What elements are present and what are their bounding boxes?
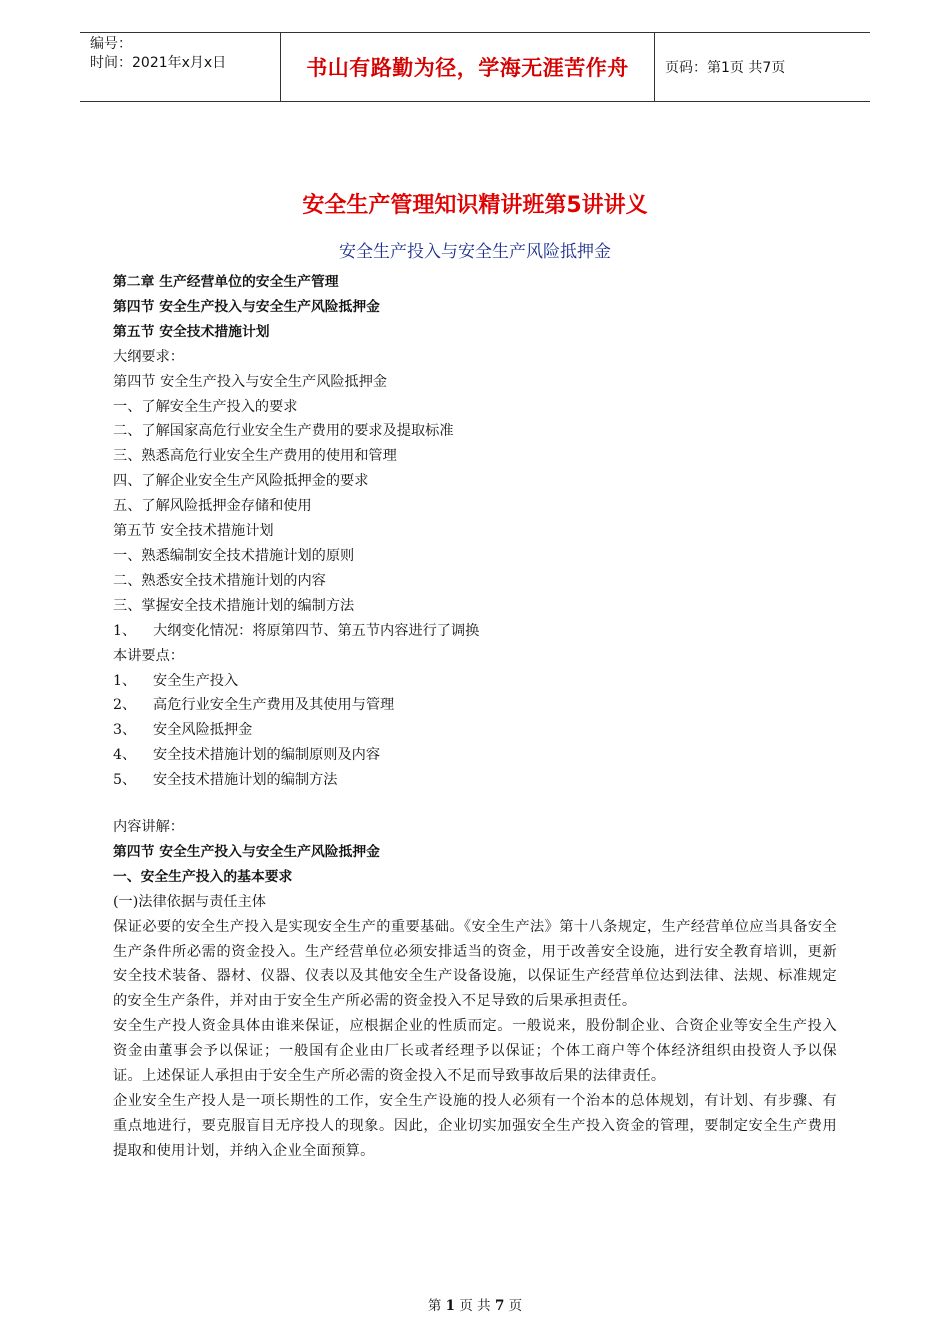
footer-total-pages: 7 xyxy=(494,1298,505,1314)
lecture-sub-subheading: (一)法律依据与责任主体 xyxy=(113,893,266,910)
document-subtitle: 安全生产投入与安全生产风险抵押金 xyxy=(339,242,611,262)
outline-item: 四、了解企业安全生产风险抵押金的要求 xyxy=(113,473,369,490)
list-text: 安全生产投入 xyxy=(153,672,239,689)
footer-page-number: 1 xyxy=(445,1298,456,1314)
list-number: 5、 xyxy=(113,772,137,789)
list-number: 1、 xyxy=(113,672,137,689)
list-number: 3、 xyxy=(113,722,137,739)
header-motto: 书山有路勤为径，学海无涯苦作舟 xyxy=(281,33,655,101)
list-number: 4、 xyxy=(113,747,137,764)
outline-item: 三、熟悉高危行业安全生产费用的使用和管理 xyxy=(113,448,397,465)
outline-section-4-title: 第四节 安全生产投入与安全生产风险抵押金 xyxy=(113,373,388,390)
list-text: 安全技术措施计划的编制方法 xyxy=(153,772,338,789)
paragraph: 安全生产投人资金具体由谁来保证，应根据企业的性质而定。一般说来，股份制企业、合资企业等安全生产投入资金由董事会予以保证；一般国有企业由厂长或者经理予以保证；个体工商户等个体经济组织由投资人予以保证。上述保证人承担由于安全生产所必需的资金投入不足而导致事故后果的法律责任。 xyxy=(113,1018,837,1085)
key-point-item xyxy=(113,743,837,768)
outline-item: 一、了解安全生产投入的要求 xyxy=(113,398,298,415)
footer-text: 页 共 xyxy=(459,1298,491,1314)
paragraph: 企业安全生产投人是一项长期性的工作，安全生产设施的投人必须有一个治本的总体规划，有计划、有步骤、有重点地进行，要克服盲目无序投人的现象。因此，企业切实加强安全生产投入资金的管理，要制定安全生产费用提取和使用计划，并纳入企业全面预算。 xyxy=(113,1093,837,1159)
section-5-heading: 第五节 安全技术措施计划 xyxy=(113,323,270,340)
header-meta-cell xyxy=(80,33,281,101)
outline-item: 一、熟悉编制安全技术措施计划的原则 xyxy=(113,547,355,564)
time-label: 时间：2021年x月x日 xyxy=(90,55,227,71)
paragraph: 保证必要的安全生产投入是实现安全生产的重要基础。《安全生产法》第十八条规定，生产经营单位应当具备安全生产条件所必需的资金投入。生产经营单位必须安排适当的资金，用于改善安全设施，进行安全教育培训，更新安全技术装备、器材、仪器、仪表以及其他安全生产设备设施，以保证生产经营单位达到法律、法规、标准规定的安全生产条件，并对由于安全生产所必需的资金投入不足导致的后果承担责任。 xyxy=(113,918,837,1010)
header-page-info: 页码：第1页 共7页 xyxy=(665,60,786,76)
footer-text: 第 xyxy=(427,1298,442,1314)
document-header xyxy=(80,32,870,102)
lecture-subheading: 一、安全生产投入的基本要求 xyxy=(113,868,293,885)
outline-label: 大纲要求： xyxy=(113,348,184,365)
list-number: 2、 xyxy=(113,697,137,714)
outline-item: 五、了解风险抵押金存储和使用 xyxy=(113,498,312,515)
footer-text: 页 xyxy=(508,1298,523,1314)
chapter-heading: 第二章 生产经营单位的安全生产管理 xyxy=(113,274,339,290)
list-number: 1、 xyxy=(113,622,137,639)
key-point-item xyxy=(113,669,837,694)
lecture-label: 内容讲解： xyxy=(113,819,184,836)
outline-item: 二、了解国家高危行业安全生产费用的要求及提取标准 xyxy=(113,423,454,440)
lecture-section-heading: 第四节 安全生产投入与安全生产风险抵押金 xyxy=(113,843,380,860)
list-text: 安全技术措施计划的编制原则及内容 xyxy=(153,747,381,764)
list-text: 高危行业安全生产费用及其使用与管理 xyxy=(153,697,395,714)
number-label: 编号： xyxy=(90,36,132,52)
key-point-item xyxy=(113,718,837,743)
key-point-item xyxy=(113,693,837,718)
key-point-item xyxy=(113,768,837,793)
section-4-heading: 第四节 安全生产投入与安全生产风险抵押金 xyxy=(113,298,380,315)
outline-section-5-title: 第五节 安全技术措施计划 xyxy=(113,523,274,540)
key-points-label: 本讲要点： xyxy=(113,647,184,664)
outline-change-note xyxy=(113,619,837,644)
document-body xyxy=(113,270,837,1164)
spacer xyxy=(113,793,837,815)
outline-item: 二、熟悉安全技术措施计划的内容 xyxy=(113,572,326,589)
list-text: 安全风险抵押金 xyxy=(153,722,253,739)
page-footer xyxy=(0,1294,950,1314)
list-text: 大纲变化情况：将原第四节、第五节内容进行了调换 xyxy=(153,622,480,639)
document-title: 安全生产管理知识精讲班第5讲讲义 xyxy=(302,193,648,218)
outline-item: 三、掌握安全技术措施计划的编制方法 xyxy=(113,597,355,614)
